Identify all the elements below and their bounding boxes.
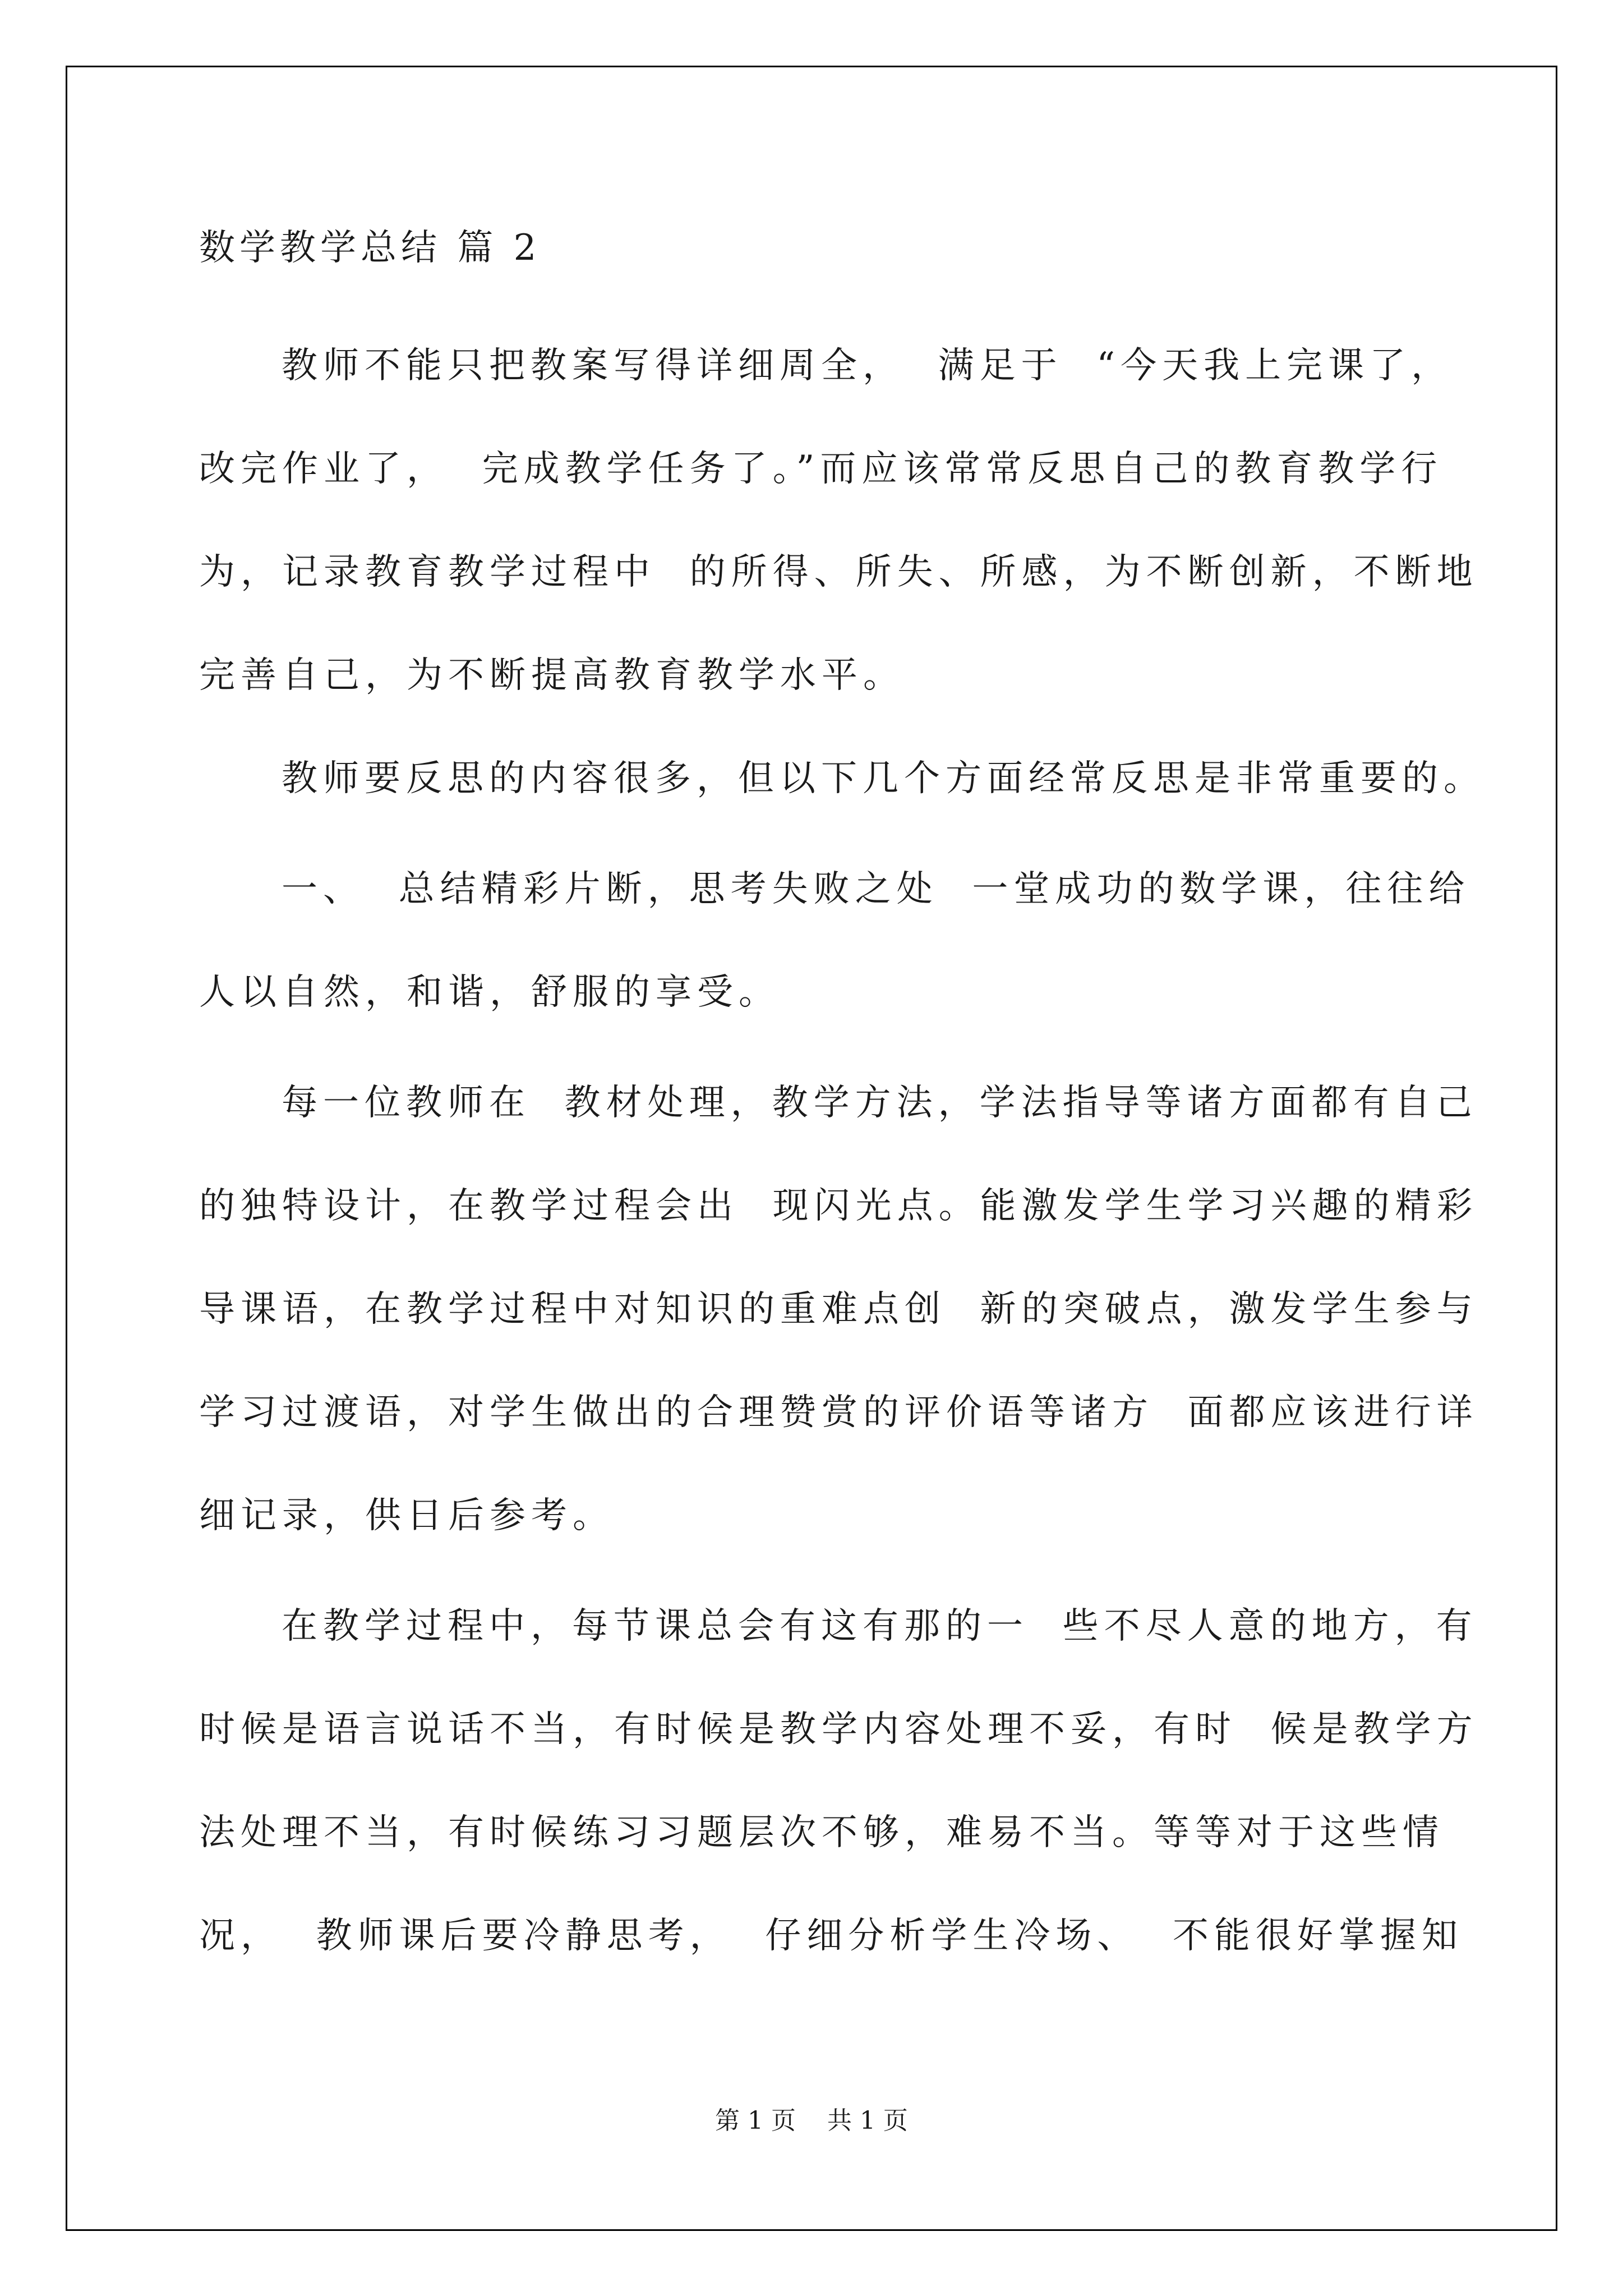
text-line: 改完作业了， 完成教学任务了。”而应该常常反思自己的教育教学行 [199, 448, 1443, 490]
text-line: 学习过渡语，对学生做出的合理赞赏的评价语等诸方 面都应该进行详 [199, 1392, 1478, 1433]
text-line: 在教学过程中，每节课总会有这有那的一 些不尽人意的地方，有 [282, 1605, 1478, 1647]
document-title: 数学教学总结 篇 2 [199, 227, 541, 269]
text-line: 况， 教师课后要冷静思考， 仔细分析学生冷场、 不能很好掌握知 [199, 1915, 1464, 1957]
text-line: 教师不能只把教案写得详细周全， 满足于 “今天我上完课了， [282, 345, 1453, 386]
text-line: 人以自然，和谐，舒服的享受。 [199, 972, 780, 1013]
text-line: 一、 总结精彩片断，思考失败之处 一堂成功的数学课，往往给 [282, 868, 1470, 910]
text-line: 为，记录教育教学过程中 的所得、所失、所感，为不断创新，不断地 [199, 551, 1478, 593]
text-line: 法处理不当，有时候练习习题层次不够，难易不当。等等对于这些情 [199, 1812, 1444, 1853]
text-line: 细记录，供日后参考。 [199, 1495, 614, 1536]
text-line: 每一位教师在 教材处理，教学方法，学法指导等诸方面都有自己 [282, 1082, 1478, 1124]
page-footer: 第 1 页 共 1 页 [715, 2106, 908, 2135]
text-line: 的独特设计，在教学过程会出 现闪光点。能激发学生学习兴趣的精彩 [199, 1185, 1478, 1227]
text-line: 时候是语言说话不当，有时候是教学内容处理不妥，有时 候是教学方 [199, 1709, 1478, 1750]
text-line: 教师要反思的内容很多，但以下几个方面经常反思是非常重要的。 [282, 758, 1485, 799]
text-line: 导课语，在教学过程中对知识的重难点创 新的突破点，激发学生参与 [199, 1289, 1478, 1330]
page-border [66, 66, 1557, 2231]
text-line: 完善自己，为不断提高教育教学水平。 [199, 655, 905, 696]
